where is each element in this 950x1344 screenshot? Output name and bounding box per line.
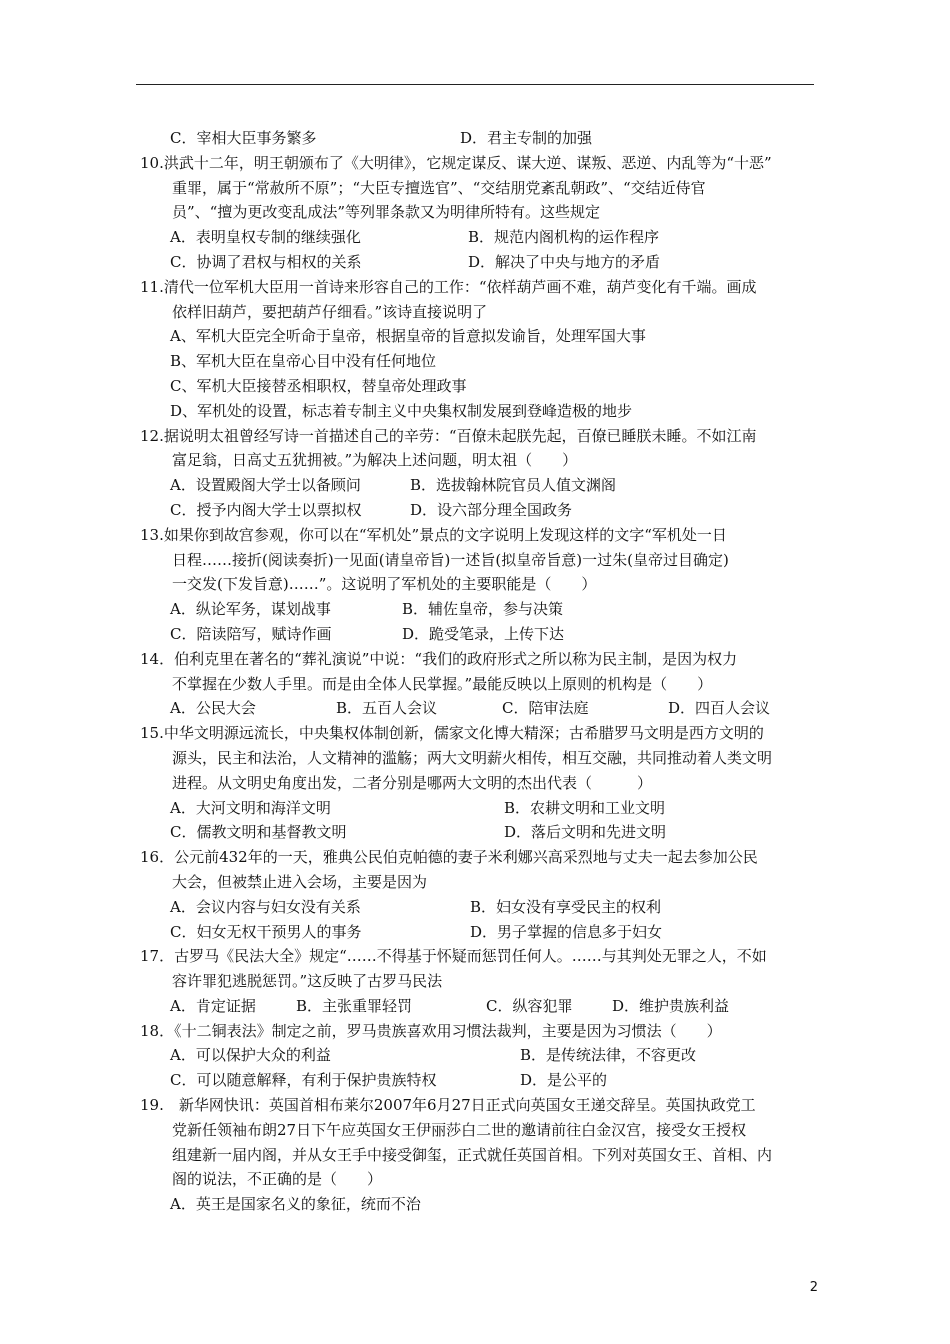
question-text: 15.中华文明源远流长，中央集权体制创新，儒家文化博大精深；古希腊罗马文明是西方文明的 — [140, 724, 764, 743]
question-text: 一交发(下发旨意)……”。这说明了军机处的主要职能是（ ） — [172, 575, 597, 594]
question-text: 源头，民主和法治，人文精神的滥觞；两大文明薪火相传，相互交融，共同推动着人类文明 — [172, 748, 773, 767]
question-10 — [140, 151, 822, 275]
option-b: B．主张重罪轻罚 — [296, 996, 413, 1015]
question-text: 重罪，属于“常赦所不原”；“大臣专擅选官”、“交结朋党紊乱朝政”、“交结近侍官 — [172, 178, 706, 197]
exam-page-content — [140, 126, 822, 1217]
option-c: C．可以随意解释，有利于保护贵族特权 — [170, 1071, 437, 1090]
question-19 — [140, 1093, 822, 1217]
question-text: 18．《十二铜表法》制定之前，罗马贵族喜欢用习惯法裁判，主要是因为习惯法（ ） — [140, 1021, 722, 1040]
question-17 — [140, 944, 822, 1018]
question-text: 阁的说法，不正确的是（ ） — [172, 1170, 383, 1189]
question-13 — [140, 523, 822, 647]
option-a: A．公民大会 — [170, 699, 256, 718]
option-b: B．是传统法律，不容更改 — [520, 1046, 697, 1065]
question-text: 11.清代一位军机大臣用一首诗来形容自己的工作：“依样葫芦画不难，葫芦变化有千端。画成 — [140, 277, 757, 296]
question-text: 员”、“擅为更改变乱成法”等列罪条款又为明律所特有。这些规定 — [172, 203, 601, 222]
option-b: B．选拔翰林院官员人值文渊阁 — [410, 476, 617, 495]
option-d: D．跪受笔录，上传下达 — [402, 624, 565, 643]
option-a: A、军机大臣完全听命于皇帝，根据皇帝的旨意拟发谕旨，处理军国大事 — [170, 327, 646, 346]
option-c: C．授予内阁大学士以票拟权 — [170, 500, 362, 519]
question-text: 17．古罗马《民法大全》规定“……不得基于怀疑而惩罚任何人。……与其判处无罪之人，不如 — [140, 947, 767, 966]
option-a: A．纵论军务，谋划战事 — [170, 600, 331, 619]
option-c: C、军机大臣接替丞相职权，替皇帝处理政事 — [170, 376, 467, 395]
option-a: A．可以保护大众的利益 — [170, 1046, 331, 1065]
option-c: C．陪读陪写，赋诗作画 — [170, 624, 332, 643]
question-14 — [140, 647, 822, 721]
option-c: C．协调了君权与相权的关系 — [170, 252, 362, 271]
question-12 — [140, 424, 822, 523]
question-text: 16．公元前432年的一天，雅典公民伯克帕德的妻子米利娜兴高采烈地与丈夫一起去参加公民 — [140, 848, 758, 867]
question-16 — [140, 845, 822, 944]
question-text: 富足翁，日高丈五犹拥被。”为解决上述问题，明太祖（ ） — [172, 451, 578, 470]
question-text: 大会，但被禁止进入会场，主要是因为 — [172, 872, 428, 891]
option-a: A．大河文明和海洋文明 — [170, 798, 331, 817]
question-text: 14．伯利克里在著名的“葬礼演说”中说：“我们的政府形式之所以称为民主制，是因为权力 — [140, 649, 738, 668]
option-a: A．会议内容与妇女没有关系 — [170, 897, 361, 916]
q9-options-cd — [170, 126, 822, 151]
question-text: 进程。从文明史角度出发，二者分别是哪两大文明的杰出代表（ ） — [172, 773, 653, 792]
question-text: 12.据说明太祖曾经写诗一首描述自己的辛劳：“百僚未起朕先起，百僚已睡朕未睡。不如江南 — [140, 426, 757, 445]
question-text: 19. 新华网快讯：英国首相布莱尔2007年6月27日正式向英国女王递交辞呈。英国执政党工 — [140, 1096, 756, 1115]
page-number: 2 — [809, 1280, 818, 1295]
question-text: 组建新一届内阁，并从女王手中接受御玺，正式就任英国首相。下列对英国女王、首相、内 — [172, 1145, 773, 1164]
option-b: B．妇女没有享受民主的权利 — [470, 897, 662, 916]
question-15 — [140, 721, 822, 845]
option-d: D．解决了中央与地方的矛盾 — [468, 252, 661, 271]
question-11 — [140, 275, 822, 424]
question-18 — [140, 1019, 822, 1093]
option-d: D．君主专制的加强 — [460, 129, 593, 147]
option-c: C．陪审法庭 — [502, 699, 589, 718]
option-b: B．规范内阁机构的运作程序 — [468, 228, 660, 247]
option-c: C．儒教文明和基督教文明 — [170, 823, 347, 842]
option-b: B．五百人会议 — [336, 699, 438, 718]
question-text: 10.洪武十二年，明王朝颁布了《大明律》，它规定谋反、谋大逆、谋叛、恶逆、内乱等为“十恶” — [140, 153, 772, 172]
option-c: C．妇女无权干预男人的事务 — [170, 922, 362, 941]
option-a: A．设置殿阁大学士以备顾问 — [170, 476, 361, 495]
option-a: A．肯定证据 — [170, 996, 256, 1015]
question-text: 容许罪犯逃脱惩罚。”这反映了古罗马民法 — [172, 972, 443, 991]
option-a: A．表明皇权专制的继续强化 — [170, 228, 361, 247]
question-text: 不掌握在少数人手里。而是由全体人民掌握。”最能反映以上原则的机构是（ ） — [172, 674, 713, 693]
option-d: D．男子掌握的信息多于妇女 — [470, 922, 663, 941]
option-a: A．英王是国家名义的象征，统而不治 — [170, 1195, 421, 1214]
option-b: B、军机大臣在皇帝心目中没有任何地位 — [170, 352, 437, 371]
header-rule — [136, 84, 814, 85]
option-d: D．设六部分理全国政务 — [410, 500, 573, 519]
option-c: C．纵容犯罪 — [486, 996, 573, 1015]
question-text: 日程……接折(阅读奏折)一见面(请皇帝旨)一述旨(拟皇帝旨意)一过朱(皇帝过目确定) — [172, 550, 729, 569]
option-d: D．是公平的 — [520, 1071, 608, 1090]
option-d: D、军机处的设置，标志着专制主义中央集权制发展到登峰造极的地步 — [170, 401, 633, 420]
question-text: 依样旧葫芦，要把葫芦仔细看。”该诗直接说明了 — [172, 302, 488, 321]
option-b: B．农耕文明和工业文明 — [504, 798, 666, 817]
question-text: 13.如果你到故宫参观，你可以在“军机处”景点的文字说明上发现这样的文字“军机处一日 — [140, 525, 727, 544]
option-b: B．辅佐皇帝，参与决策 — [402, 600, 564, 619]
question-text: 党新任领袖布朗27日下午应英国女王伊丽莎白二世的邀请前往白金汉宫，接受女王授权 — [172, 1120, 747, 1139]
option-c: C．宰相大臣事务繁多 — [170, 129, 317, 147]
option-d: D．维护贵族利益 — [612, 996, 730, 1015]
option-d: D．落后文明和先进文明 — [504, 823, 667, 842]
option-d: D．四百人会议 — [668, 699, 771, 718]
